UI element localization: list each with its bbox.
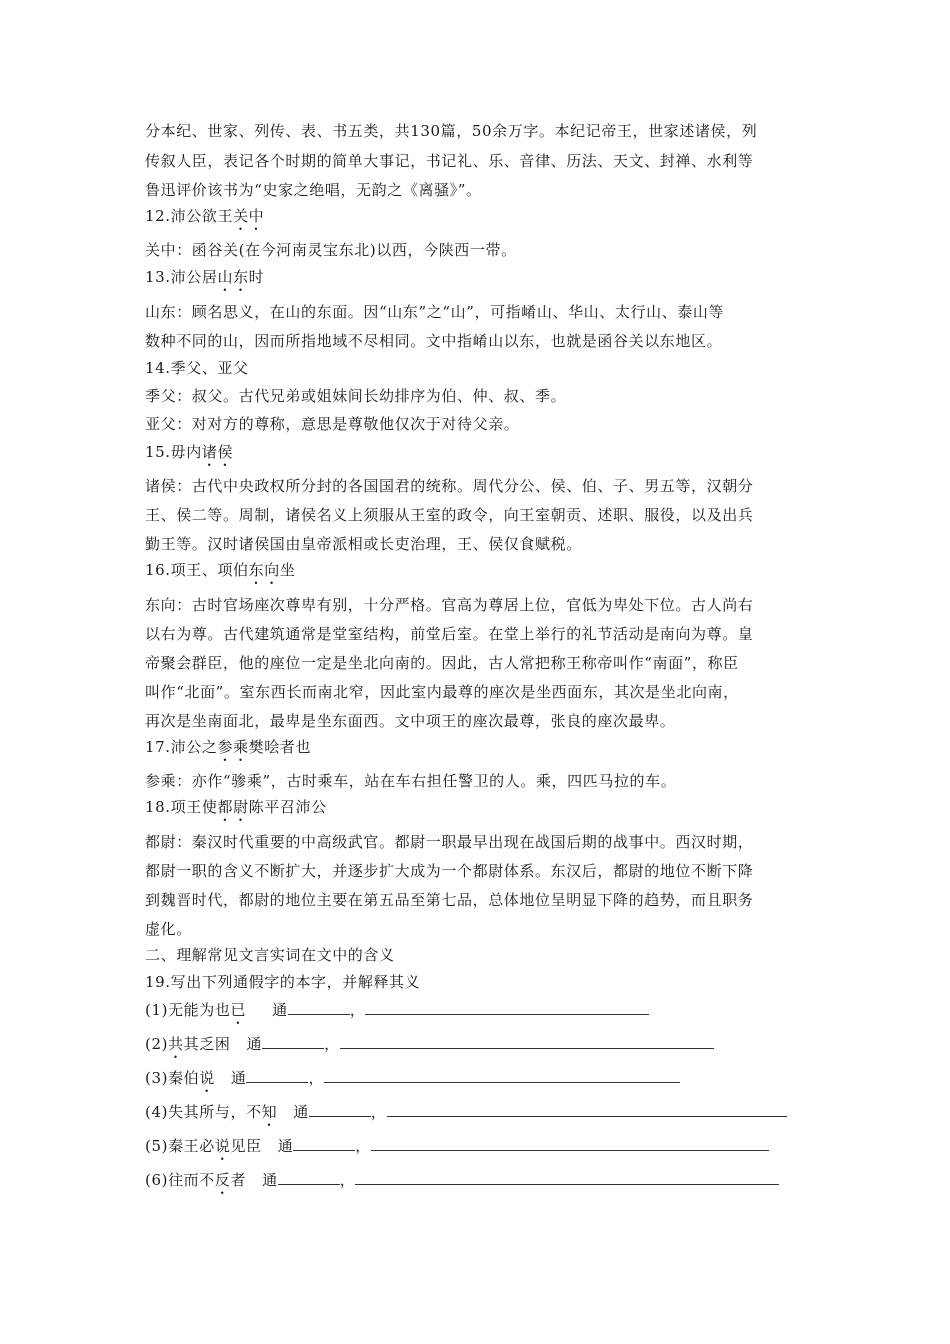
answer-blank[interactable] [278,1170,340,1185]
item-heading: 16.项王、项伯东向坐 [145,561,296,579]
exercise-line: (1)无能为也已 通 ， [145,1000,815,1028]
answer-blank[interactable] [355,1170,779,1185]
item-body-line: 都尉：秦汉时代重要的中高级武官。都尉一职最早出现在战国后期的战事中。西汉时期， [145,833,754,851]
item-body-line: 再次是坐南面北，最卑是坐东面西。文中项王的座次最尊，张良的座次最卑。 [145,712,676,730]
answer-blank[interactable] [324,1068,680,1083]
exercise-line: (2)共其乏困 通 ， [145,1034,815,1062]
emphasized-term: 关中 [233,207,265,225]
item-body-line: 叫作“北面”。室东西长而南北窄，因此室内最尊的座次是坐西面东，其次是坐北向南， [145,683,739,701]
answer-blank[interactable] [340,1034,714,1049]
item-heading: 12.沛公欲王关中 [145,207,265,225]
question-19: 19.写出下列通假字的本字，并解释其义 [145,973,421,991]
item-body-line: 到魏晋时代，都尉的地位主要在第五品至第七品，总体地位呈明显下降的趋势，而且职务 [145,891,754,909]
item-body-line: 以右为尊。古代建筑通常是堂室结构，前堂后室。在堂上举行的礼节活动是南向为尊。皇 [145,625,754,643]
item-body-line: 东向：古时官场座次尊卑有别，十分严格。官高为尊居上位，官低为卑处下位。古人尚右 [145,596,754,614]
answer-blank[interactable] [387,1102,787,1117]
item-heading: 13.沛公居山东时 [145,268,265,286]
answer-blank[interactable] [262,1034,324,1049]
exercise-line: (4)失其所与，不知 通 ， [145,1102,815,1130]
answer-blank[interactable] [365,1000,649,1015]
emphasized-term: 山东 [217,268,249,286]
item-body-line: 山东：顾名思义，在山的东面。因“山东”之“山”，可指崤山、华山、太行山、泰山等 [145,303,725,321]
answer-blank[interactable] [246,1068,308,1083]
emphasized-term: 共 [168,1035,184,1053]
intro-line: 鲁迅评价该书为“史家之绝唱，无韵之《离骚》”。 [145,181,482,199]
item-body-line: 关中：函谷关(在今河南灵宝东北)以西，今陕西一带。 [145,241,517,259]
answer-blank[interactable] [288,1000,350,1015]
item-body-line: 虚化。 [145,920,192,938]
intro-line: 分本纪、世家、列传、表、书五类，共130篇，50余万字。本纪记帝王，世家述诸侯，列 [145,122,758,140]
item-body-line: 季父：叔父。古代兄弟或姐妹间长幼排序为伯、仲、叔、季。 [145,387,567,405]
emphasized-term: 诸侯 [201,443,234,461]
item-body-line: 王、侯二等。周制，诸侯名义上须服从王室的政令，向王室朝贡、述职、服役，以及出兵 [145,506,754,524]
item-body-line: 诸侯：古代中央政权所分封的各国国君的统称。周代分公、侯、伯、子、男五等，汉朝分 [145,477,754,495]
item-heading: 15.毋内诸侯 [145,443,234,461]
answer-blank[interactable] [371,1136,769,1151]
emphasized-term: 说 [214,1137,231,1155]
emphasized-term: 参乘 [217,738,249,756]
item-heading: 17.沛公之参乘樊哙者也 [145,738,312,756]
answer-blank[interactable] [309,1102,371,1117]
emphasized-term: 说 [199,1069,215,1087]
item-body-line: 参乘：亦作“骖乘”，古时乘车，站在车右担任警卫的人。乘，四匹马拉的车。 [145,772,677,790]
emphasized-term: 已 [230,1001,247,1019]
emphasized-term: 都尉 [217,798,249,816]
intro-line: 传叙人臣，表记各个时期的简单大事记，书记礼、乐、音律、历法、天文、封禅、水利等 [145,152,754,170]
exercise-line: (5)秦王必说见臣 通 ， [145,1136,815,1164]
emphasized-term: 东向 [248,561,280,579]
item-body-line: 亚父：对对方的尊称，意思是尊敬他仅次于对待父亲。 [145,415,520,433]
answer-blank[interactable] [293,1136,355,1151]
item-body-line: 勤王等。汉时诸侯国由皇帝派相或长吏治理，王、侯仅食赋税。 [145,535,582,553]
item-body-line: 数种不同的山，因而所指地域不尽相同。文中指崤山以东，也就是函谷关以东地区。 [145,332,723,350]
item-heading: 14.季父、亚父 [145,359,249,377]
item-body-line: 帝聚会群臣，他的座位一定是坐北向南的。因此，古人常把称王称帝叫作“南面”，称臣 [145,654,739,672]
emphasized-term: 反 [214,1171,231,1189]
section-title: 二、理解常见文言实词在文中的含义 [145,946,395,964]
item-heading: 18.项王使都尉陈平召沛公 [145,798,327,816]
exercise-line: (6)往而不反者 通 ， [145,1170,815,1198]
exercise-line: (3)秦伯说 通 ， [145,1068,815,1096]
item-body-line: 都尉一职的含义不断扩大，并逐步扩大成为一个都尉体系。东汉后，都尉的地位不断下降 [145,862,754,880]
emphasized-term: 知 [261,1103,278,1121]
